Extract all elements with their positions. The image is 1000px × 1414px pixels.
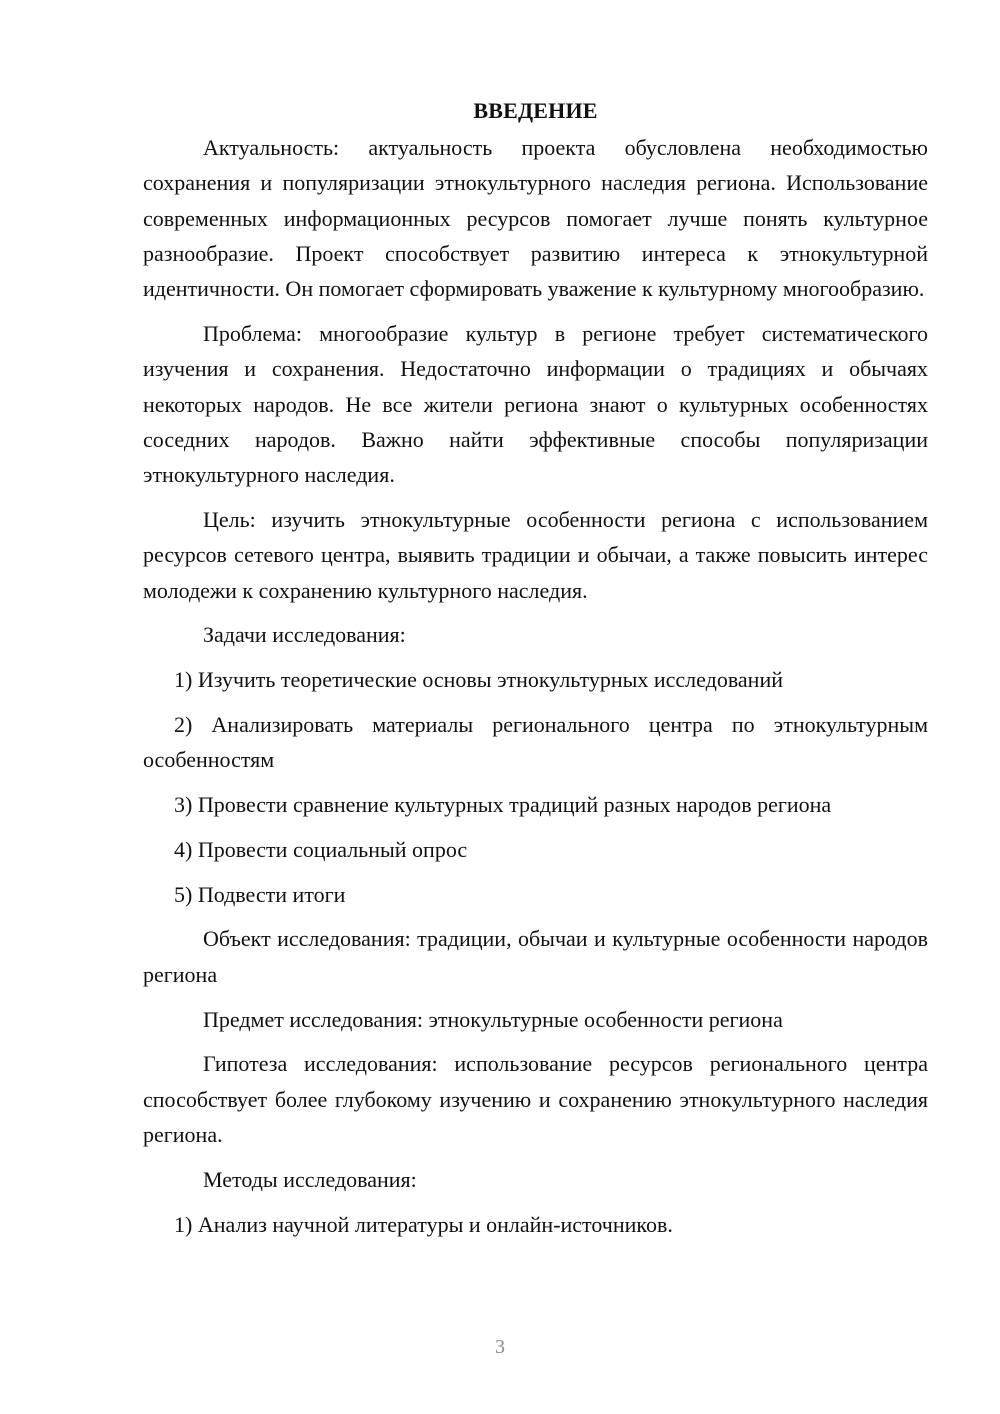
problem-paragraph: Проблема: многообразие культур в регионе требует систематического изучения и сохранения. Недостаточно информации о традициях и обычаях некоторых народов. Не все жители региона знают о культурных особенностях соседних народов. Важно найти эффективные способы популяризации этнокультурного наследия. (143, 320, 928, 488)
method-item: 1) Анализ научной литературы и онлайн-источников. (174, 1211, 673, 1237)
task-item: 5) Подвести итоги (174, 881, 346, 907)
task-item: 4) Провести социальный опрос (174, 836, 468, 862)
tasks-heading: Задачи исследования: (203, 622, 406, 648)
page-number: 3 (495, 1336, 505, 1358)
task-item: 2) Анализировать материалы регионального центра по этнокультурным особенностям (143, 711, 928, 773)
goal-paragraph: Цель: изучить этнокультурные особенности региона с использованием ресурсов сетевого центра, выявить традиции и обычаи, а также повысить интерес молодежи к сохранению культурного наследия. (143, 506, 928, 603)
relevance-paragraph: Актуальность: актуальность проекта обусловлена необходимостью сохранения и популяризации этнокультурного наследия региона. Использование современных информационных ресурсов помогает лучше понять культурное разнообразие. Проект способствует развитию интереса к этнокультурной идентичности. Он помогает сформировать уважение к культурному многообразию. (143, 135, 928, 302)
document-page (143, 96, 928, 1251)
hypothesis-paragraph: Гипотеза исследования: использование ресурсов регионального центра способствует более глубокому изучению и сохранению этнокультурного наследия региона. (143, 1051, 928, 1147)
methods-heading: Методы исследования: (203, 1166, 417, 1192)
task-item: 3) Провести сравнение культурных традиций разных народов региона (174, 792, 832, 818)
task-item: 1) Изучить теоретические основы этнокультурных исследований (174, 667, 784, 693)
object-paragraph: Объект исследования: традиции, обычаи и культурные особенности народов региона (143, 926, 928, 987)
page-title: ВВЕДЕНИЕ (473, 98, 598, 123)
subject-paragraph: Предмет исследования: этнокультурные особенности региона (203, 1006, 783, 1032)
